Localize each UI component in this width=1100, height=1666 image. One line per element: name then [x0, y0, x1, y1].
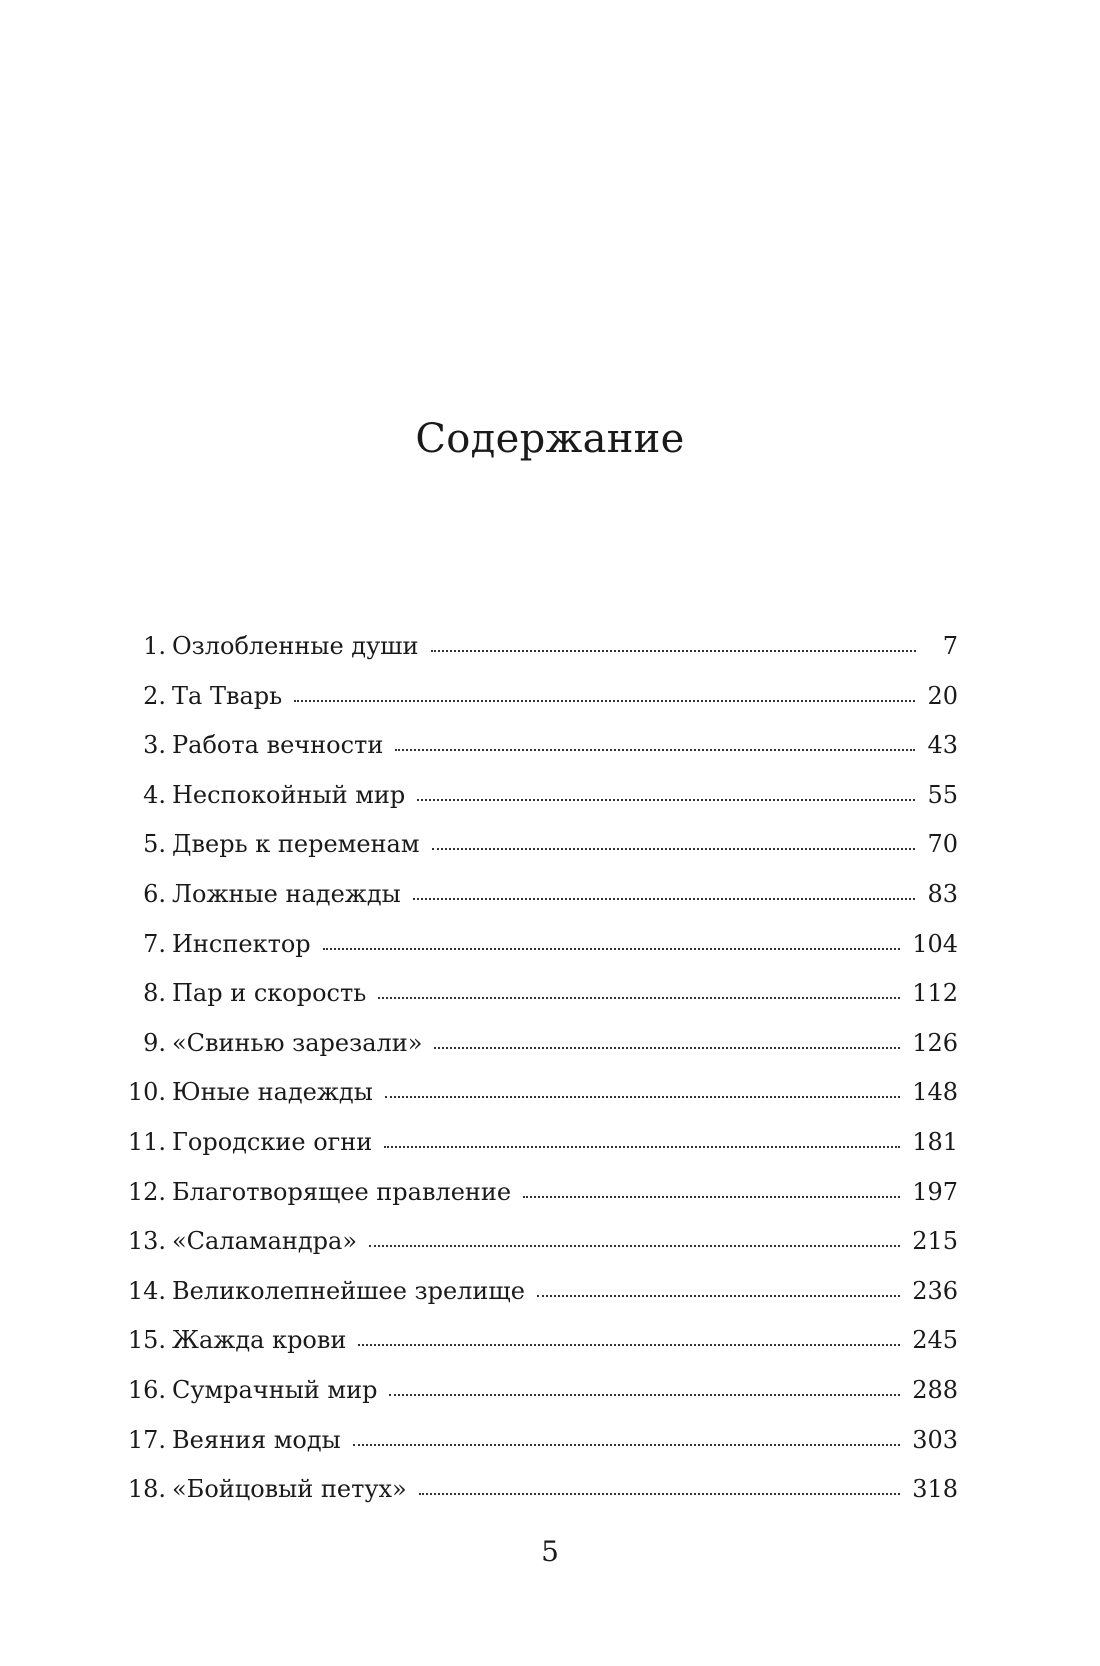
toc-dot-leader — [537, 1275, 900, 1299]
toc-entry — [118, 622, 958, 672]
toc-entry-title: Великолепнейшее зрелище — [172, 1276, 525, 1305]
toc-entry-title: Юные надежды — [172, 1078, 373, 1107]
toc-entry — [118, 1118, 958, 1168]
toc-dot-leader — [294, 680, 915, 704]
toc-entry-title: Веяния моды — [172, 1425, 341, 1454]
toc-dot-leader — [385, 1076, 900, 1100]
toc-entry-title: Та Тварь — [172, 681, 283, 710]
toc-entry-title: Благотворящее правление — [172, 1177, 512, 1206]
toc-entry — [118, 1465, 958, 1515]
toc-dot-leader — [523, 1176, 900, 1200]
toc-dot-leader — [431, 630, 917, 654]
toc-entry-number: 8. — [143, 979, 166, 1008]
page-number: 5 — [541, 1535, 559, 1568]
toc-entry-title: Пар и скорость — [172, 979, 367, 1008]
toc-entry-title: Озлобленные души — [172, 632, 419, 660]
toc-entry — [118, 1366, 958, 1416]
toc-entry-number: 12. — [127, 1177, 166, 1206]
toc-entry-title: Жажда крови — [172, 1326, 347, 1355]
toc-entry-page: 55 — [927, 780, 958, 809]
toc-entry — [118, 870, 958, 920]
toc-entry — [118, 721, 958, 771]
toc-entry-page: 112 — [912, 979, 958, 1008]
toc-dot-leader — [432, 828, 916, 852]
toc-entry — [118, 672, 958, 722]
toc-dot-leader — [389, 1374, 900, 1398]
toc-dot-leader — [358, 1324, 900, 1348]
toc-entry-number: 2. — [143, 681, 166, 710]
toc-entry — [118, 1168, 958, 1218]
toc-entry — [118, 1068, 958, 1118]
toc-entry — [118, 920, 958, 970]
toc-dot-leader — [323, 928, 901, 952]
toc-entry-page: 148 — [912, 1078, 958, 1107]
toc-entry-page: 245 — [912, 1326, 958, 1355]
toc-entry-title: Работа вечности — [172, 731, 384, 760]
page-title: Содержание — [415, 416, 685, 462]
toc-dot-leader — [413, 878, 916, 902]
toc-entry-page: 236 — [912, 1276, 958, 1305]
toc-entry-page: 70 — [927, 830, 958, 859]
toc-entry-page: 126 — [912, 1028, 958, 1057]
toc-entry-number: 7. — [143, 929, 166, 958]
toc-entry-title: «Бойцовый петух» — [172, 1475, 407, 1504]
toc-entry-page: 197 — [912, 1177, 958, 1206]
toc-dot-leader — [369, 1225, 900, 1249]
table-of-contents — [118, 622, 958, 1515]
toc-entry-page: 7 — [942, 632, 958, 660]
toc-entry-number: 11. — [127, 1127, 166, 1156]
toc-dot-leader — [395, 729, 915, 753]
toc-entry-title: Ложные надежды — [172, 879, 401, 908]
toc-entry-number: 17. — [127, 1425, 166, 1454]
toc-dot-leader — [384, 1126, 900, 1150]
toc-entry — [118, 1316, 958, 1366]
toc-dot-leader — [434, 1027, 900, 1051]
toc-entry — [118, 1019, 958, 1069]
toc-entry — [118, 771, 958, 821]
toc-entry-number: 3. — [143, 731, 166, 760]
toc-entry-page: 303 — [912, 1425, 958, 1454]
toc-dot-leader — [378, 977, 900, 1001]
toc-entry-title: Инспектор — [172, 929, 311, 958]
toc-entry-number: 5. — [143, 830, 166, 859]
toc-entry-page: 181 — [912, 1127, 958, 1156]
toc-entry — [118, 1416, 958, 1466]
toc-entry-page: 104 — [912, 929, 958, 958]
toc-entry-number: 10. — [127, 1078, 166, 1107]
toc-entry-number: 16. — [127, 1375, 166, 1404]
toc-entry-number: 4. — [143, 780, 166, 809]
toc-dot-leader — [419, 1473, 900, 1497]
toc-entry-page: 83 — [927, 879, 958, 908]
toc-dot-leader — [353, 1424, 900, 1448]
toc-entry-title: Неспокойный мир — [172, 780, 406, 809]
toc-entry-title: Дверь к переменам — [172, 830, 420, 859]
toc-entry-page: 43 — [927, 731, 958, 760]
toc-entry-number: 15. — [127, 1326, 166, 1355]
toc-entry-title: Городские огни — [172, 1127, 373, 1156]
toc-entry-title: «Свинью зарезали» — [172, 1028, 423, 1057]
toc-entry — [118, 820, 958, 870]
toc-entry-page: 215 — [912, 1227, 958, 1256]
toc-entry-number: 1. — [143, 632, 166, 660]
toc-entry-title: «Саламандра» — [172, 1227, 358, 1256]
toc-entry — [118, 1217, 958, 1267]
toc-entry-page: 288 — [912, 1375, 958, 1404]
toc-entry-page: 20 — [927, 681, 958, 710]
toc-entry-title: Сумрачный мир — [172, 1375, 378, 1404]
toc-entry-number: 9. — [143, 1028, 166, 1057]
toc-entry — [118, 1267, 958, 1317]
toc-entry-page: 318 — [912, 1475, 958, 1504]
toc-entry-number: 18. — [127, 1475, 166, 1504]
toc-entry — [118, 969, 958, 1019]
toc-dot-leader — [417, 779, 915, 803]
toc-entry-number: 13. — [127, 1227, 166, 1256]
toc-entry-number: 14. — [127, 1276, 166, 1305]
toc-entry-number: 6. — [143, 879, 166, 908]
